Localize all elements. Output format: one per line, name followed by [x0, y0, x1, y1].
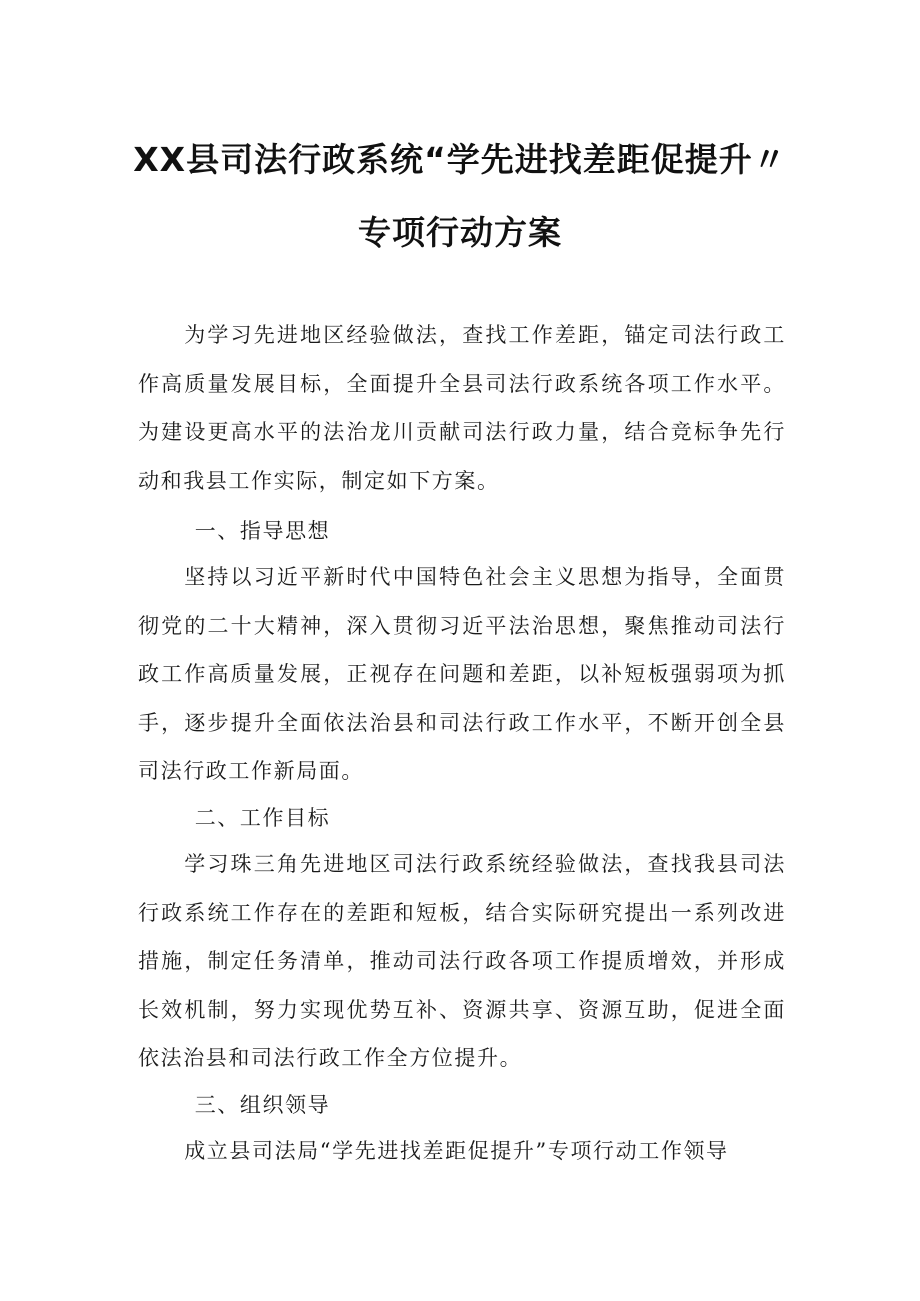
section-body-guiding-ideology: 坚持以习近平新时代中国特色社会主义思想为指导，全面贯彻党的二十大精神，深入贯彻习近平法治思想，聚焦推动司法行政工作高质量发展，正视存在问题和差距，以补短板强弱项为抓手，逐步提升全面依法治县和司法行政工作水平，不断开创全县司法行政工作新局面。: [138, 565, 786, 784]
section-heading-guiding-ideology: 一、指导思想: [194, 519, 331, 543]
document-title-line-1: XX县司法行政系统“学先进找差距促提升〃: [133, 140, 787, 179]
section-body-organization: 成立县司法局“学先进找差距促提升”专项行动工作领导: [184, 1139, 729, 1163]
section-body-work-goals: 学习珠三角先进地区司法行政系统经验做法，查找我县司法行政系统工作存在的差距和短板，结合实际研究提出一系列改进措施，制定任务清单，推动司法行政各项工作提质增效，并形成长效机制，努力实现优势互补、资源共享、资源互助，促进全面依法治县和司法行政工作全方位提升。: [138, 852, 786, 1071]
section-heading-organization: 三、组织领导: [194, 1093, 331, 1117]
intro-paragraph: 为学习先进地区经验做法，查找工作差距，锚定司法行政工作高质量发展目标，全面提升全县司法行政系统各项工作水平。为建设更高水平的法治龙川贡献司法行政力量，结合竞标争先行动和我县工作实际，制定如下方案。: [138, 323, 786, 493]
section-heading-work-goals: 二、工作目标: [194, 806, 331, 830]
document-title-line-2: 专项行动方案: [358, 213, 562, 252]
